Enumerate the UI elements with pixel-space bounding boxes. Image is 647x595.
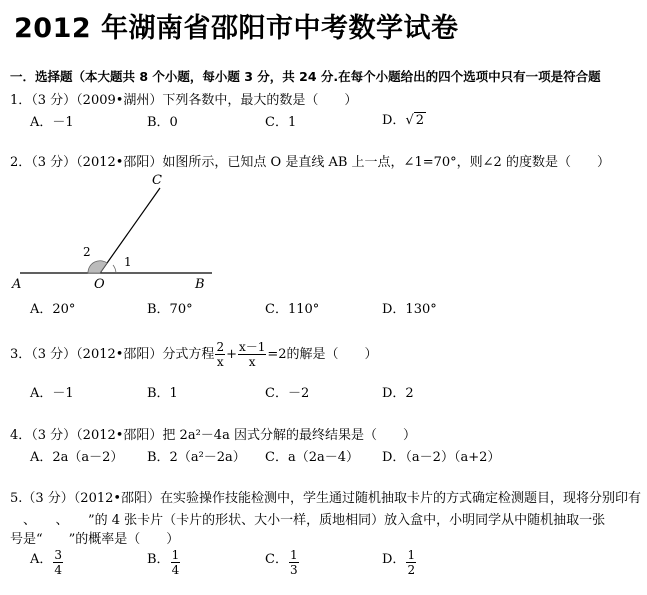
q5-c-num: 1 [289, 548, 298, 562]
question-1-stem: 1．（3 分）（2009•湖州）下列各数中，最大的数是（ ） [10, 93, 358, 108]
q3-option-c: C．－2 [265, 386, 310, 401]
q3-plus: + [226, 347, 237, 362]
section-header: 一．选择题（本大题共 8 个小题，每小题 3 分，共 24 分.在每个小题给出的四个选项中只有一项是符合题 [10, 69, 601, 84]
q1-option-a: A．－1 [30, 115, 74, 130]
q5-option-c-fraction [289, 548, 299, 577]
q3-frac1-num: 2 [216, 340, 225, 354]
q5-option-a-fraction [53, 548, 63, 577]
q1-option-d-prefix: D． [382, 113, 406, 128]
q2-option-a: A．20° [30, 302, 76, 317]
label-angle-1: 1 [124, 255, 132, 269]
q5-option-d-fraction [406, 548, 416, 577]
q4-option-c: C．a（2a－4） [265, 450, 359, 465]
q5-option-b [147, 548, 181, 577]
q1-option-d [382, 109, 426, 128]
q1-option-d-radicand: 2 [415, 113, 425, 128]
q5-option-b-prefix: B． [147, 552, 170, 567]
q3-option-d: D．2 [382, 386, 414, 401]
q5-option-d-prefix: D． [382, 552, 406, 567]
question-4-stem: 4．（3 分）（2012•邵阳）把 2a²－4a 因式分解的最终结果是（ ） [10, 428, 416, 443]
q1-option-c: C．1 [265, 115, 297, 130]
q5-a-num: 3 [54, 548, 63, 562]
q5-option-c [265, 548, 300, 577]
q3-fraction-2 [238, 340, 266, 369]
q5-option-d [382, 548, 417, 577]
q5-b-num: 1 [171, 548, 180, 562]
question-5-line-2: 、 、 ”的 4 张卡片（卡片的形状、大小一样，质地相同）放入盒中，小明同学从中随机抽取一张 [10, 513, 606, 528]
sqrt-symbol: √ 2 [405, 113, 425, 128]
q5-option-c-prefix: C． [265, 552, 288, 567]
q3-option-b: B．1 [147, 386, 178, 401]
q5-d-num: 1 [407, 548, 416, 562]
q4-option-b: B．2（a²－2a） [147, 450, 246, 465]
angle-2-arc [88, 261, 107, 273]
q4-option-a: A．2a（a－2） [30, 450, 124, 465]
label-a: A [12, 277, 22, 292]
q5-option-a [30, 548, 64, 577]
label-b: B [195, 277, 205, 292]
q3-stem-suffix: =2的解是（ ） [267, 347, 378, 362]
q3-frac2-num: x－1 [238, 340, 266, 354]
q5-b-den: 4 [171, 563, 180, 577]
q5-option-a-prefix: A． [30, 552, 53, 567]
angle-1-arc [113, 265, 116, 273]
label-c: C [152, 173, 162, 188]
q3-frac2-den: x [248, 355, 256, 369]
q2-option-b: B．70° [147, 302, 193, 317]
question-5-line-3: 号是“ ”的概率是（ ） [10, 532, 180, 547]
q1-option-b: B．0 [147, 115, 178, 130]
q5-c-den: 3 [289, 563, 298, 577]
q3-stem-prefix: 3．（3 分）（2012•邵阳）分式方程 [10, 347, 215, 362]
q3-frac1-den: x [216, 355, 224, 369]
q3-option-a: A．－1 [30, 386, 74, 401]
q5-d-den: 2 [407, 563, 416, 577]
q2-option-c: C．110° [265, 302, 320, 317]
question-3-stem [10, 340, 378, 370]
q4-option-d: D．（a－2）（a+2） [382, 450, 501, 465]
angle-figure [0, 170, 230, 295]
q3-fraction-1 [215, 340, 225, 369]
label-o: O [94, 277, 105, 292]
q2-option-d: D．130° [382, 302, 437, 317]
label-angle-2: 2 [83, 245, 91, 259]
question-2-stem: 2．（3 分）（2012•邵阳）如图所示，已知点 O 是直线 AB 上一点，∠1=70°，则∠2 的度数是（ ） [10, 155, 610, 170]
question-5-line-1: 5.（3 分）（2012•邵阳）在实验操作技能检测中，学生通过随机抽取卡片的方式确定检测题目，现将分别印有 [10, 491, 642, 506]
q5-a-den: 4 [54, 563, 63, 577]
exam-title: 2012 年湖南省邵阳市中考数学试卷 [14, 13, 459, 44]
q5-option-b-fraction [171, 548, 181, 577]
